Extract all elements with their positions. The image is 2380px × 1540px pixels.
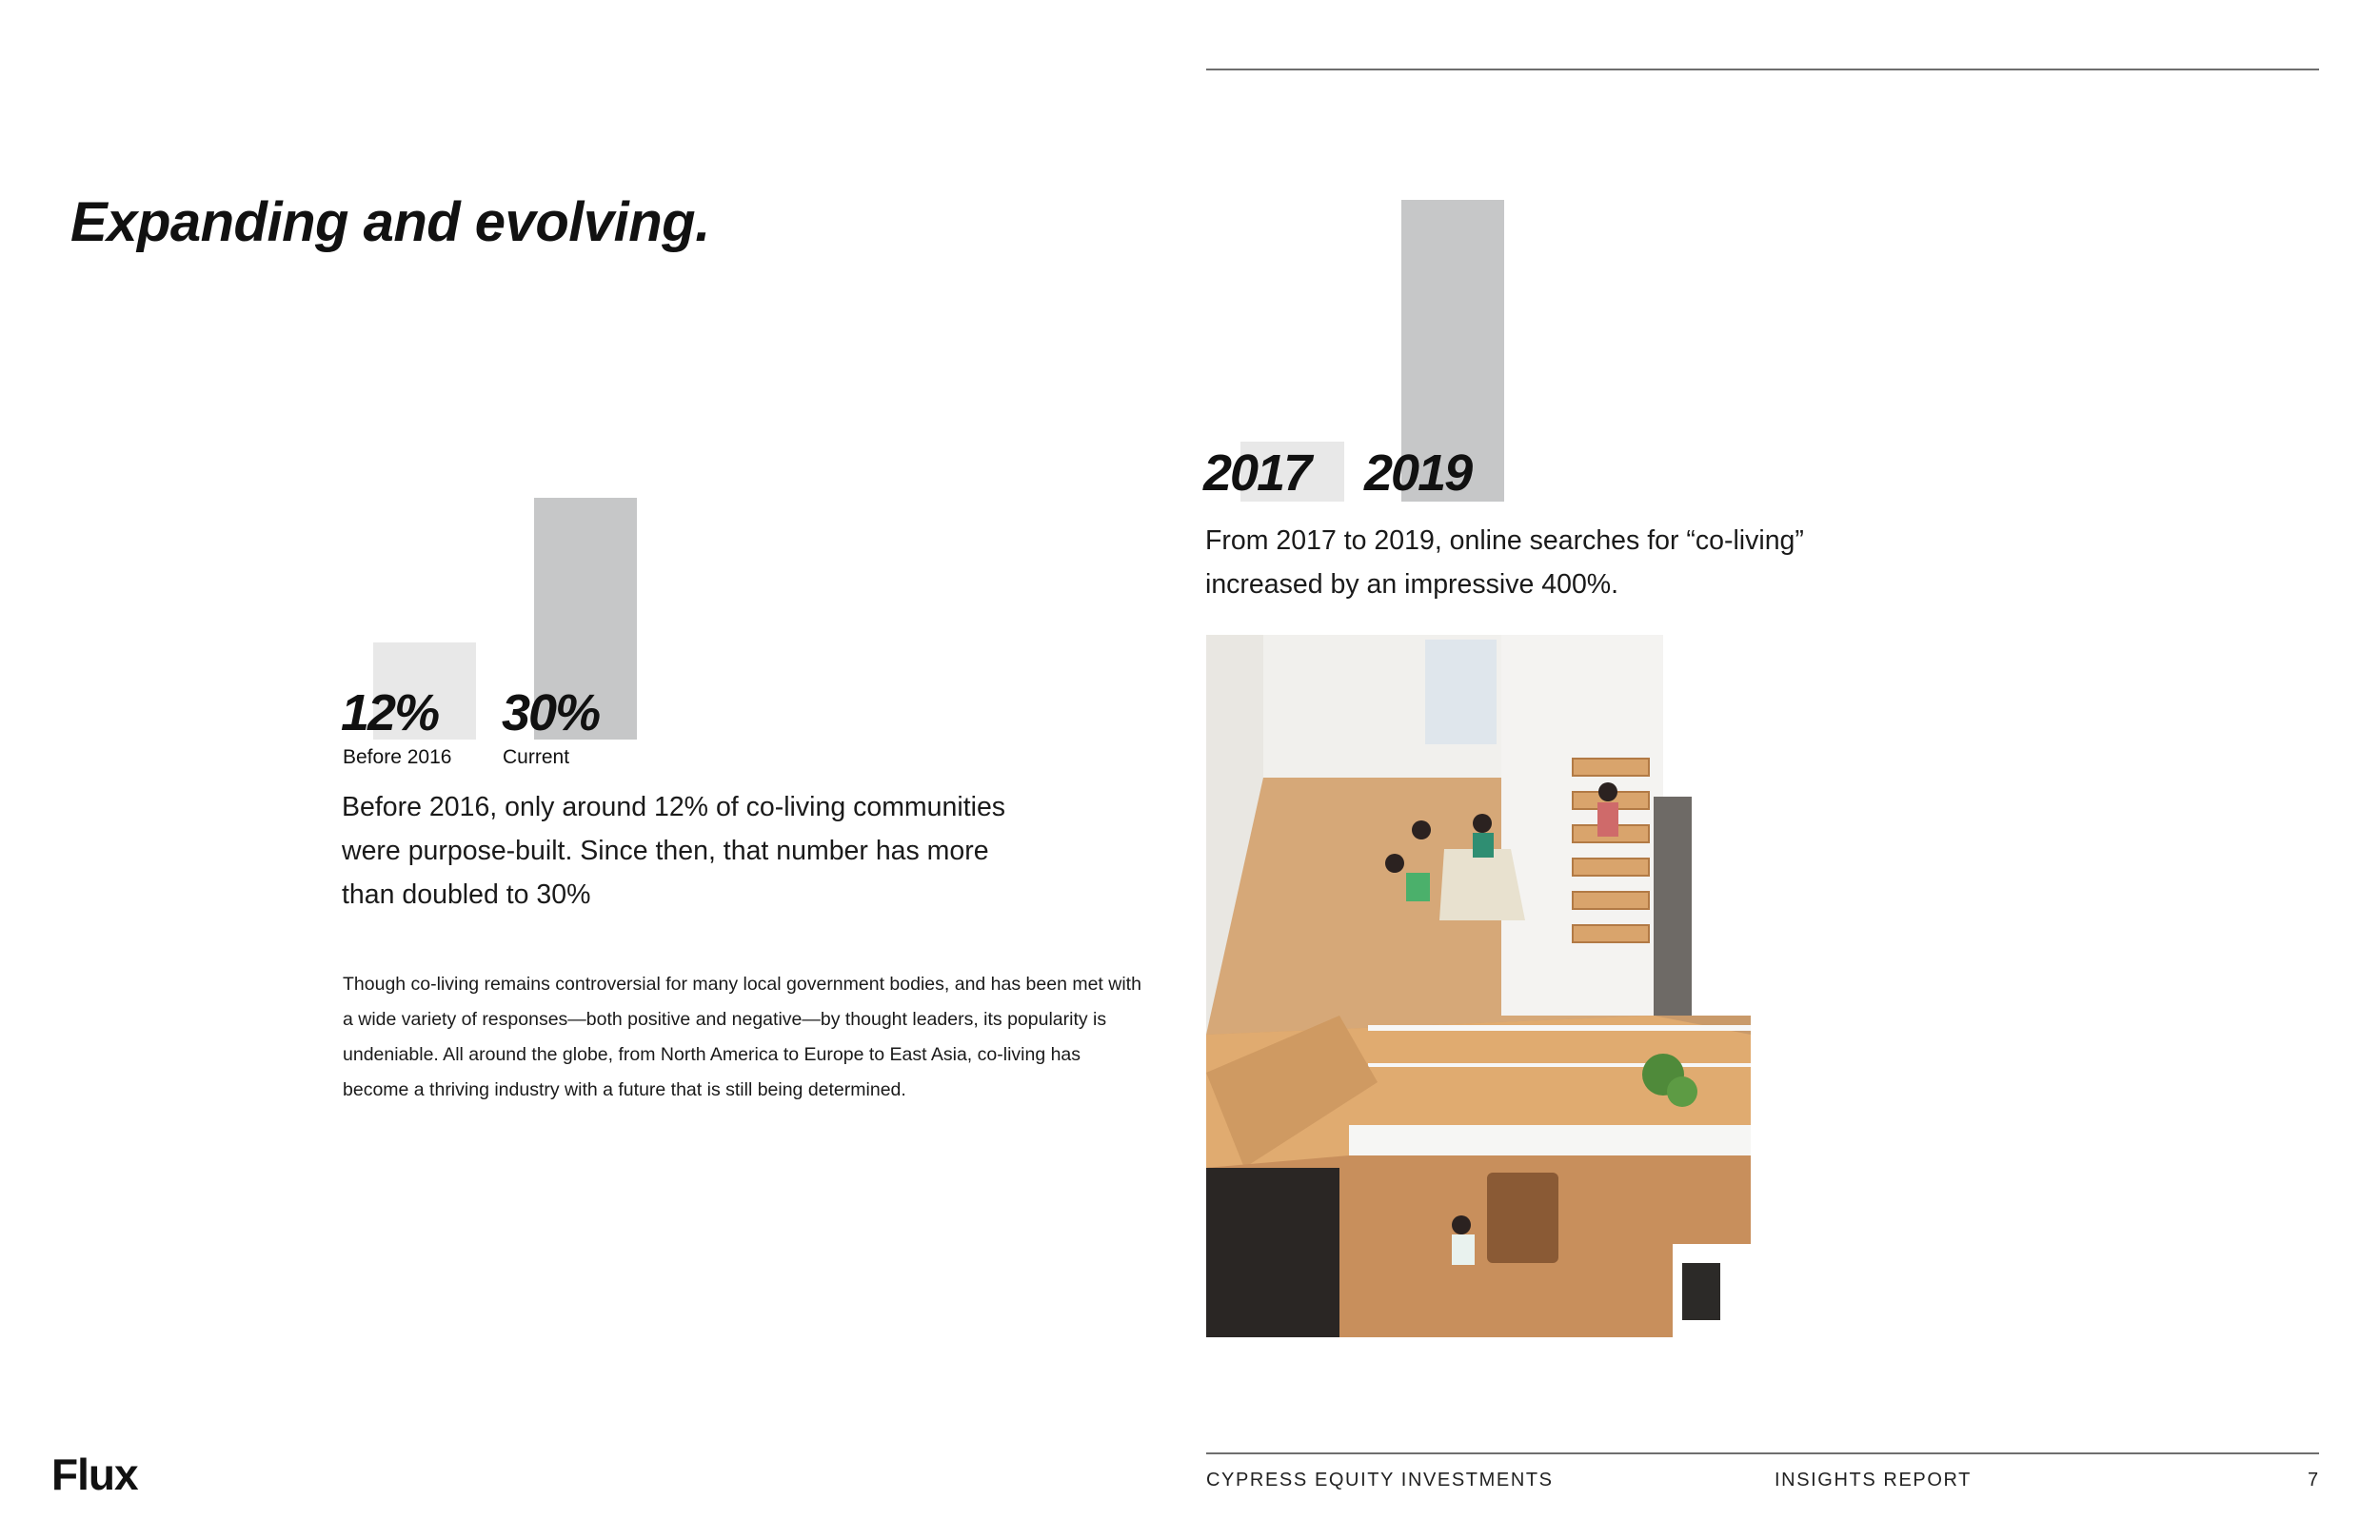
stat-value-2017: 2017 (1203, 444, 1311, 502)
page-title: Expanding and evolving. (70, 191, 710, 253)
interior-photo-icon (1206, 635, 1751, 1337)
stat-value-before-2016: 12% (341, 684, 439, 741)
lead-paragraph-left: Before 2016, only around 12% of co-living communities were purpose-built. Since then, that number has more than doubled to 30% (342, 792, 1006, 910)
stat-value-current: 30% (502, 684, 600, 741)
stat-caption-current: Current (503, 746, 570, 768)
body-paragraph: Though co-living remains controversial for many local government bodies, and has been met with a wide variety of responses—both positive and negative—by thought leaders, its popularity is undeniable. All around the globe, from North America to Europe to East Asia, co-living has become a thriving industry with a future that is still being determined. (343, 974, 1141, 1100)
stat-value-2019: 2019 (1364, 444, 1472, 502)
interior-photo-illustration (1206, 635, 1751, 1337)
lead-paragraph-right: From 2017 to 2019, online searches for “co-living” increased by an impressive 400%. (1205, 525, 1804, 600)
page-number: 7 (2308, 1470, 2320, 1491)
top-rule (1206, 69, 2319, 70)
footer-report-title: INSIGHTS REPORT (1775, 1470, 1972, 1491)
stat-caption-before-2016: Before 2016 (343, 746, 452, 768)
footer-rule (1206, 1452, 2319, 1454)
footer-company: CYPRESS EQUITY INVESTMENTS (1206, 1470, 1554, 1491)
brand-logo: Flux (51, 1450, 138, 1499)
